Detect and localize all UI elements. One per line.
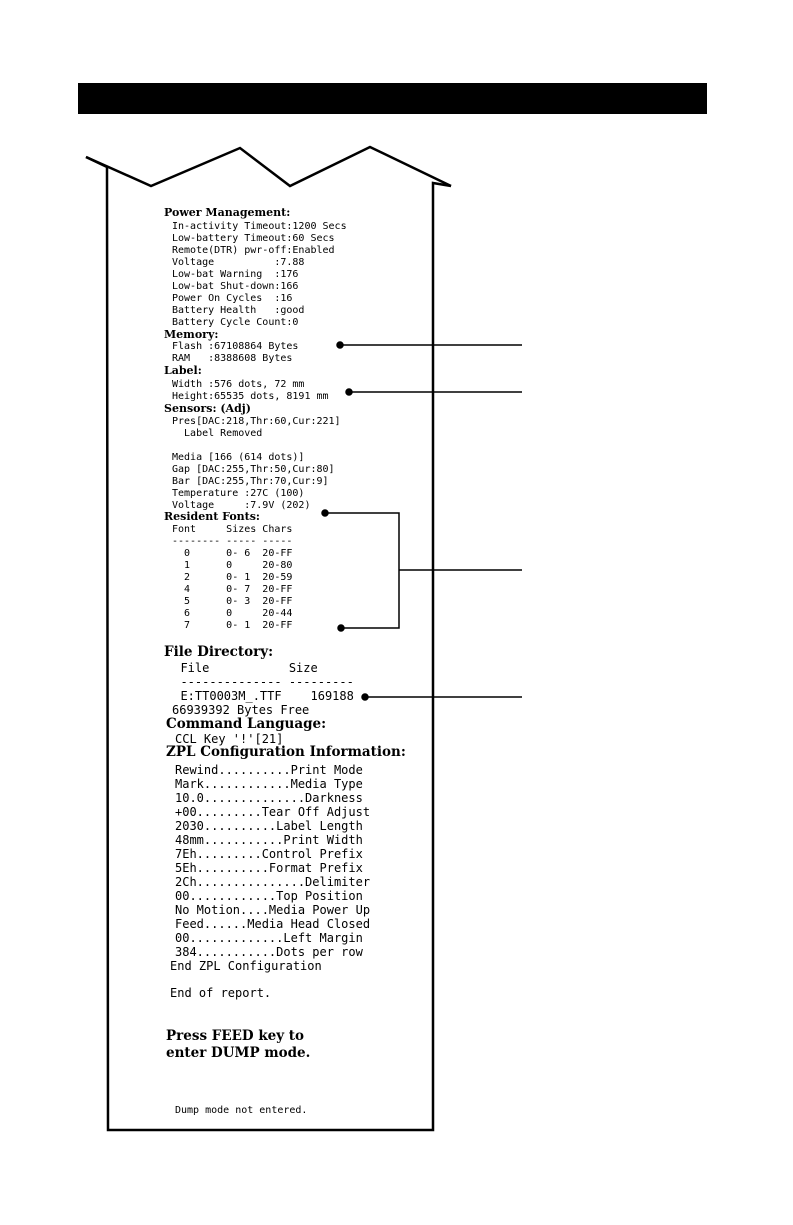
sensors-line: Gap [DAC:255,Thr:50,Cur:80] xyxy=(172,464,335,475)
receipt-torn-edge xyxy=(86,147,451,186)
files-line: -------------- --------- xyxy=(166,675,354,689)
power-line: Voltage :7.88 xyxy=(172,257,305,268)
files-heading: File Directory: xyxy=(164,644,274,660)
command-heading: Command Language: xyxy=(166,716,327,732)
zpl-line: 48mm...........Print Width xyxy=(175,833,363,847)
zpl-line: +00.........Tear Off Adjust xyxy=(175,805,371,819)
zpl-line: Mark............Media Type xyxy=(175,777,363,791)
fonts-line: -------- ----- ----- xyxy=(172,536,293,547)
zpl-line: 2030..........Label Length xyxy=(175,819,363,833)
command-line: CCL Key '!'[21] xyxy=(175,732,284,746)
sensors-line: Media [166 (614 dots)] xyxy=(172,452,305,463)
memory-line: RAM :8388608 Bytes xyxy=(172,353,293,364)
zpl-line: Feed......Media Head Closed xyxy=(175,917,371,931)
files-line: E:TT0003M_.TTF 169188 xyxy=(166,689,354,703)
dump-status: Dump mode not entered. xyxy=(175,1105,308,1116)
zpl-line: 10.0..............Darkness xyxy=(175,791,363,805)
fonts-line: 5 0- 3 20-FF xyxy=(172,596,293,607)
zpl-line: 7Eh.........Control Prefix xyxy=(175,847,363,861)
sensors-line: Voltage :7.9V (202) xyxy=(172,500,311,511)
fonts-line: 6 0 20-44 xyxy=(172,608,293,619)
label-heading: Label: xyxy=(164,364,202,377)
press-feed-line: Press FEED key to xyxy=(166,1028,305,1044)
power-line: Battery Cycle Count:0 xyxy=(172,317,299,328)
memory-line: Flash :67108864 Bytes xyxy=(172,341,299,352)
power-line: Low-bat Shut-down:166 xyxy=(172,281,299,292)
zpl-line: 384...........Dots per row xyxy=(175,945,363,959)
zpl-line: No Motion....Media Power Up xyxy=(175,903,371,917)
zpl-heading: ZPL Configuration Information: xyxy=(166,744,406,760)
zpl-line: 00.............Left Margin xyxy=(175,931,363,945)
power-line: Battery Health :good xyxy=(172,305,305,316)
press-feed-line: enter DUMP mode. xyxy=(166,1045,311,1061)
zpl-end: End ZPL Configuration xyxy=(170,959,322,973)
files-line: File Size xyxy=(166,661,318,675)
callout-fonts xyxy=(322,510,522,631)
zpl-line: 2Ch...............Delimiter xyxy=(175,875,371,889)
sensors-line: Bar [DAC:255,Thr:70,Cur:9] xyxy=(172,476,329,487)
sensors-line: Temperature :27C (100) xyxy=(172,488,305,499)
fonts-line: 4 0- 7 20-FF xyxy=(172,584,293,595)
label-line: Height:65535 dots, 8191 mm xyxy=(172,391,329,402)
fonts-line: 1 0 20-80 xyxy=(172,560,293,571)
sensors-heading: Sensors: (Adj) xyxy=(164,402,251,415)
power-line: Power On Cycles :16 xyxy=(172,293,293,304)
fonts-line: Font Sizes Chars xyxy=(172,524,293,535)
callout-files xyxy=(362,694,522,700)
zpl-line: 5Eh..........Format Prefix xyxy=(175,861,363,875)
zpl-line: Rewind..........Print Mode xyxy=(175,763,363,777)
end-of-report: End of report. xyxy=(170,986,272,1000)
label-line: Width :576 dots, 72 mm xyxy=(172,379,305,390)
power-line: Low-bat Warning :176 xyxy=(172,269,299,280)
power-line: Remote(DTR) pwr-off:Enabled xyxy=(172,245,335,256)
fonts-heading: Resident Fonts: xyxy=(164,510,260,523)
sensors-line: Pres[DAC:218,Thr:60,Cur:221] xyxy=(172,416,341,427)
power-heading: Power Management: xyxy=(164,206,291,219)
power-line: Low-battery Timeout:60 Secs xyxy=(172,233,335,244)
memory-heading: Memory: xyxy=(164,328,219,341)
files-line: 66939392 Bytes Free xyxy=(172,703,310,717)
fonts-line: 2 0- 1 20-59 xyxy=(172,572,293,583)
callout-memory xyxy=(337,342,522,348)
power-line: In-activity Timeout:1200 Secs xyxy=(172,221,347,232)
fonts-line: 7 0- 1 20-FF xyxy=(172,620,293,631)
sensors-line: Label Removed xyxy=(172,428,263,439)
zpl-line: 00............Top Position xyxy=(175,889,363,903)
fonts-line: 0 0- 6 20-FF xyxy=(172,548,293,559)
